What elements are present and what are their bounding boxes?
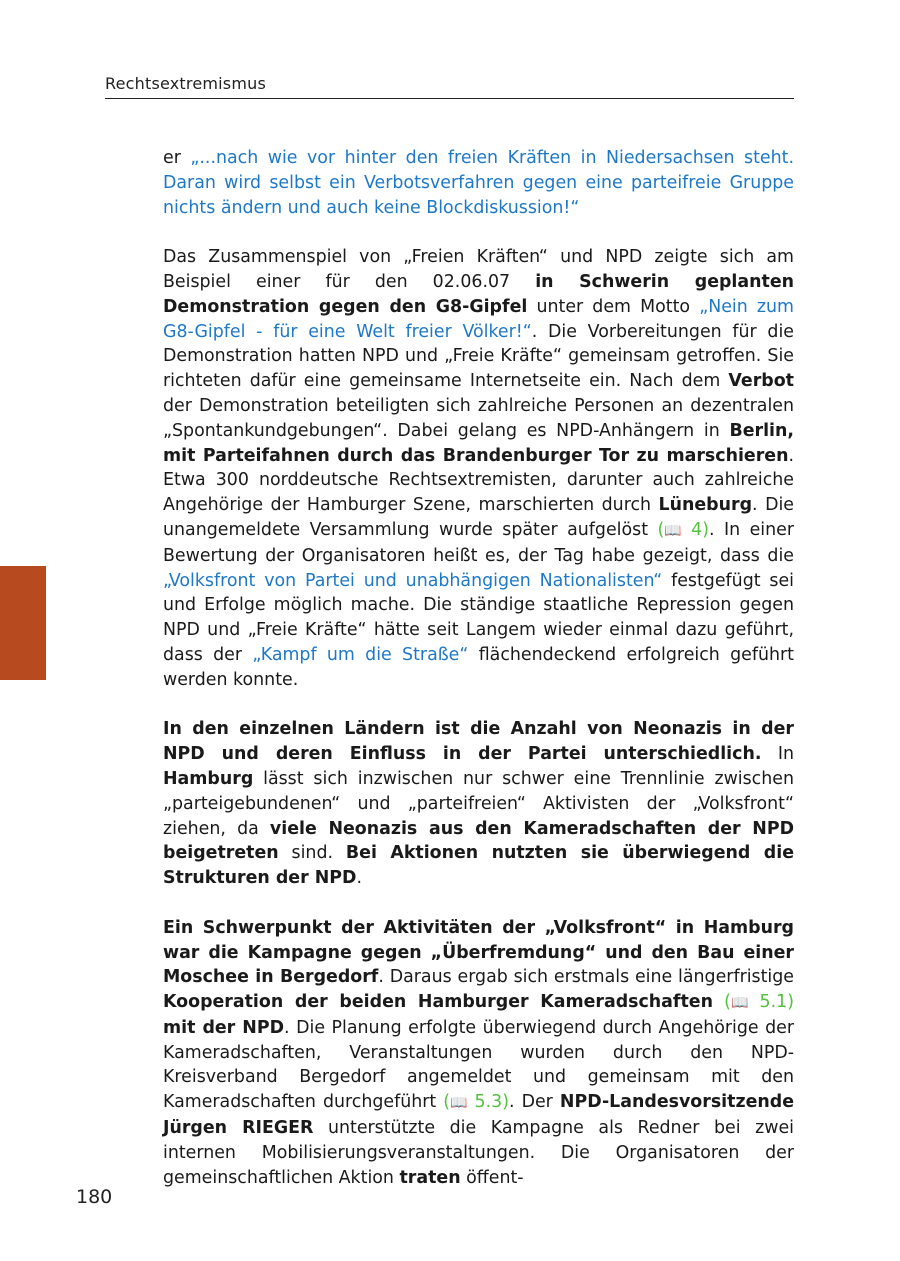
emphasis: in Schwerin geplanten Demonstration gegen den G8-Gipfel [163,271,794,317]
text: öffent- [460,1167,524,1188]
page-header [105,74,794,99]
page-number: 180 [76,1186,113,1208]
paragraph-1 [163,146,794,220]
emphasis: Verbot [728,371,794,392]
book-icon: 📖 [664,522,682,539]
emphasis: NPD-Landesvorsitzende Jürgen RIEGER [163,1092,794,1139]
quote: „Volksfront von Partei und unabhängigen Nationalisten“ [163,570,663,591]
emphasis: Lüneburg [658,495,753,516]
text: . Die unangemeldete Versammlung wurde später aufgelöst [163,495,794,540]
quote: „...nach wie vor hinter den freien Kräften in Niedersachsen steht. Daran wird selbst ein Verbotsverfahren gegen eine parteifreie Gruppe nichts ändern und auch keine Blockdiskussion!“ [163,148,794,218]
book-icon: 📖 [450,1095,468,1112]
quote: „Kampf um die Straße“ [252,644,469,665]
cross-reference[interactable] [657,520,709,540]
text: . Etwa 300 norddeutsche Rechtsextremisten, darunter auch zahlreiche Angehörige der Hamburger Szene, marschierten durch [163,445,794,516]
body-text [163,146,794,1215]
text: flächendeckend erfolgreich geführt werden konnte. [163,644,794,690]
emphasis: In den einzelnen Ländern ist die Anzahl von Neonazis in der NPD und deren Einfluss in der Partei unterschiedlich. [163,719,794,765]
ref-number: 5.3) [467,1092,510,1113]
ref-paren: ( [443,1092,451,1113]
cross-reference[interactable] [724,992,794,1012]
text [713,992,724,1012]
emphasis: Hamburg [163,768,254,789]
text: sind. [278,843,346,864]
paragraph-3 [163,717,794,891]
ref-number: 4) [681,519,709,540]
book-icon: 📖 [730,995,749,1012]
text: In [761,744,794,765]
quote: „Nein zum G8-Gipfel - für eine Welt freier Völker!“ [163,296,794,342]
emphasis: mit der NPD [163,1017,285,1038]
text: lässt sich inzwischen nur schwer eine Trennlinie zwischen „parteigebundenen“ und „parteifreien“ Aktivisten der „Volksfront“ ziehen, da [163,768,794,839]
text: der Demonstration beteiligten sich zahlreiche Personen an dezentralen „Spontankundgebungen“. Dabei gelang es NPD-Anhängern in [163,395,794,441]
text: Das Zusammenspiel von „Freien Kräften“ und NPD zeigte sich am Beispiel einer für den 02.06.07 [163,247,794,292]
text: er [163,148,191,168]
text: . [356,868,363,889]
emphasis: Ein Schwerpunkt der Aktivitäten der „Volksfront“ in Hamburg war die Kampagne gegen „Überfremdung“ und den Bau einer Moschee in Bergedorf [163,917,794,988]
emphasis: viele Neonazis aus den Kameradschaften der NPD beigetreten [163,818,794,864]
cross-reference[interactable] [443,1092,509,1112]
ref-paren: ( [724,992,731,1013]
text: unterstützte die Kampagne als Redner bei zwei internen Mobilisierungsveranstaltungen. Die Organisatoren der gemeinschaftlichen Aktion [163,1118,794,1188]
emphasis: Berlin, mit Parteifahnen durch das Brandenburger Tor zu marschieren [163,420,794,466]
emphasis: Kooperation der beiden Hamburger Kameradschaften [163,992,713,1013]
paragraph-4 [163,916,794,1191]
text: . Die Planung erfolgte überwiegend durch Angehörige der Kameradschaften, Veranstaltungen wurden durch den NPD-Kreisverband Bergedorf angemeldet und gemeinsam mit den Kameradschaften durchgeführt [163,1017,795,1113]
text: unter dem Motto [527,296,700,317]
text: festgefügt sei und Erfolge möglich mache. Die ständige staatliche Repression gegen NPD und „Freie Kräfte“ hätte seit Langem wieder einmal dazu geführt, dass der [163,570,794,665]
ref-paren: ( [657,519,665,540]
emphasis: Bei Aktionen nutzten sie überwiegend die Strukturen der NPD [163,843,794,889]
text: . In einer Bewertung der Organisatoren heißt es, der Tag habe gezeigt, dass die [163,519,794,566]
text: . Daraus ergab sich erstmals eine längerfristige [378,967,794,988]
paragraph-2 [163,245,794,692]
chapter-tab [0,566,46,680]
emphasis: traten [399,1167,461,1188]
ref-number: 5.1) [748,992,794,1013]
text: . Die Vorbereitungen für die Demonstration hatten NPD und „Freie Kräfte“ gemeinsam getroffen. Sie richteten dafür eine gemeinsame Internetseite ein. Nach dem [163,321,794,392]
text: . Der [509,1092,560,1113]
running-title: Rechtsextremismus [105,74,266,93]
